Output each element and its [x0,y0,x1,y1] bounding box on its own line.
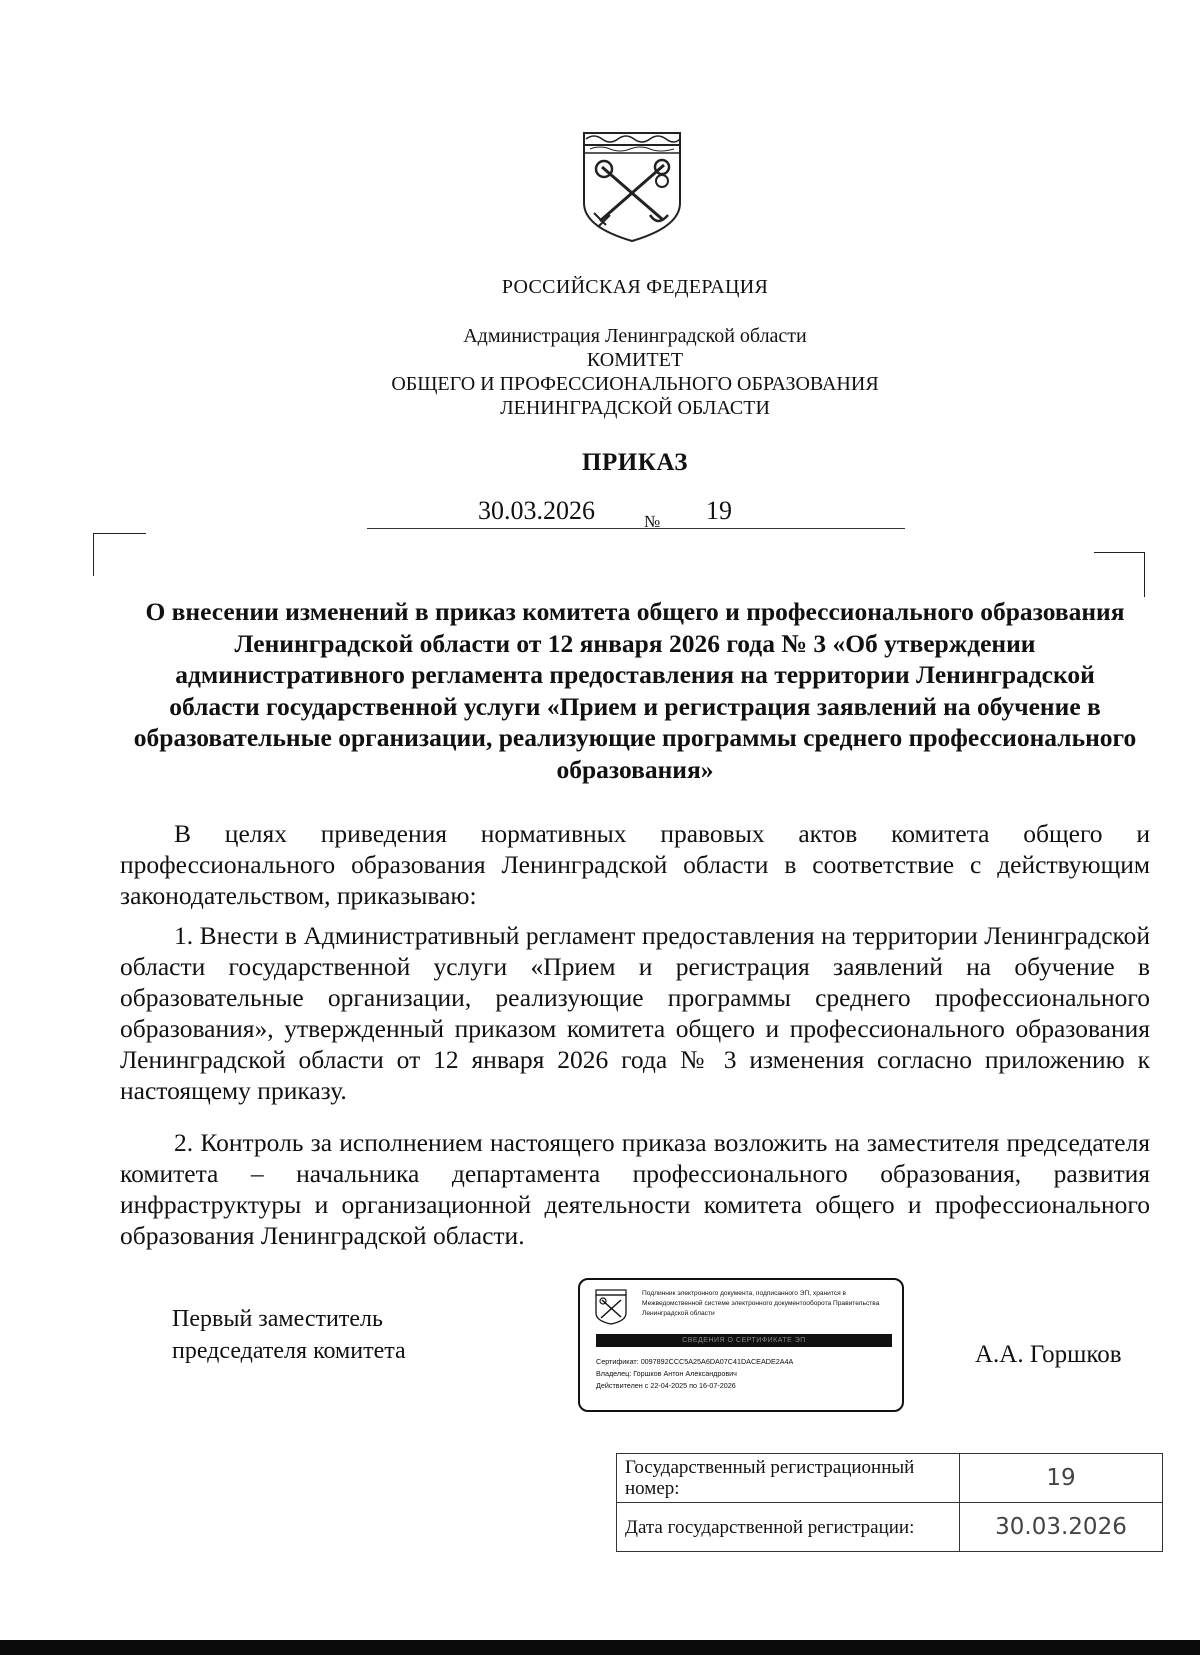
electronic-signature-stamp [578,1278,904,1412]
certificate-number: Сертификат: 0097892CCC5A25A6DA07C41DACEADE2A4A [596,1357,794,1366]
document-date: 30.03.2026 [478,496,595,525]
table-row [617,1454,1163,1503]
issuing-authority [0,324,1200,420]
reg-date-label: Дата государственной регистрации: [617,1503,960,1552]
signer-position [172,1303,406,1367]
coat-of-arms-icon [580,131,684,243]
reg-number-value: 19 [960,1454,1163,1503]
e-signature-notice: Подлинник электронного документа, подписанного ЭП, хранится в Межведомственной системе электронного документооборота Правительства Ленинградской области [642,1290,880,1317]
reg-date-value: 30.03.2026 [960,1503,1163,1552]
number-sign: № [644,512,661,531]
committee-name-line1: ОБЩЕГО И ПРОФЕССИОНАЛЬНОГО ОБРАЗОВАНИЯ [391,373,879,395]
committee-name-line2: ЛЕНИНГРАДСКОЙ ОБЛАСТИ [500,397,770,419]
scan-edge [0,1640,1200,1655]
title-corner-bracket-right [1094,552,1145,597]
order-item-1: 1. Внести в Административный регламент предоставления на территории Ленинградской области государственной услуги «Прием и регистрация заявлений на обучение в образовательные организации, реализующие программы среднего профессионального образования», утвержденный приказом комитета общего и профессионального образования Ленинградской области от 12 января 2026 года № 3 изменения согласно приложению к настоящему приказу. [120,921,1150,1105]
committee-label: КОМИТЕТ [586,349,684,371]
signer-position-line1: Первый заместитель [172,1306,383,1332]
signer-position-line2: председателя комитета [172,1338,406,1364]
document-title: О внесении изменений в приказ комитета общего и профессионального образования Ленинградской области от 12 января 2026 года № 3 «Об утверждении административного регламента предоставления на территории Ленинградской области государственной услуги «Прием и регистрация заявлений на обучение в образовательные организации, реализующие программы среднего профессионального образования» [133,597,1137,784]
document-type: ПРИКАЗ [582,449,688,476]
certificate-validity: Действителен с 22-04-2025 по 16-07-2026 [596,1381,736,1390]
e-signature-certificate-bar: СВЕДЕНИЯ О СЕРТИФИКАТЕ ЭП [596,1334,892,1347]
document-number: 19 [706,496,732,525]
country-name: РОССИЙСКАЯ ФЕДЕРАЦИЯ [501,276,769,298]
order-item-2: 2. Контроль за исполнением настоящего приказа возложить на заместителя председателя комитета – начальника департамента профессионального образования, развития инфраструктуры и организационной деятельности комитета общего и профессионального образования Ленинградской области. [120,1128,1150,1250]
table-row [617,1503,1163,1552]
reg-number-label: Государственный регистрационный номер: [617,1454,960,1503]
preamble-paragraph: В целях приведения нормативных правовых актов комитета общего и профессионального образования Ленинградской области в соответствие с действующим законодательством, приказываю: [120,819,1150,910]
title-corner-bracket-left [93,533,146,576]
date-number-underline [367,528,905,529]
e-signature-details [596,1356,793,1392]
registration-table [616,1453,1163,1552]
administration-name: Администрация Ленинградской области [463,325,807,347]
e-signature-coat-of-arms-icon [594,1289,628,1325]
signer-name: А.А. Горшков [975,1341,1122,1368]
certificate-owner: Владелец: Горшков Антон Александрович [596,1369,737,1378]
